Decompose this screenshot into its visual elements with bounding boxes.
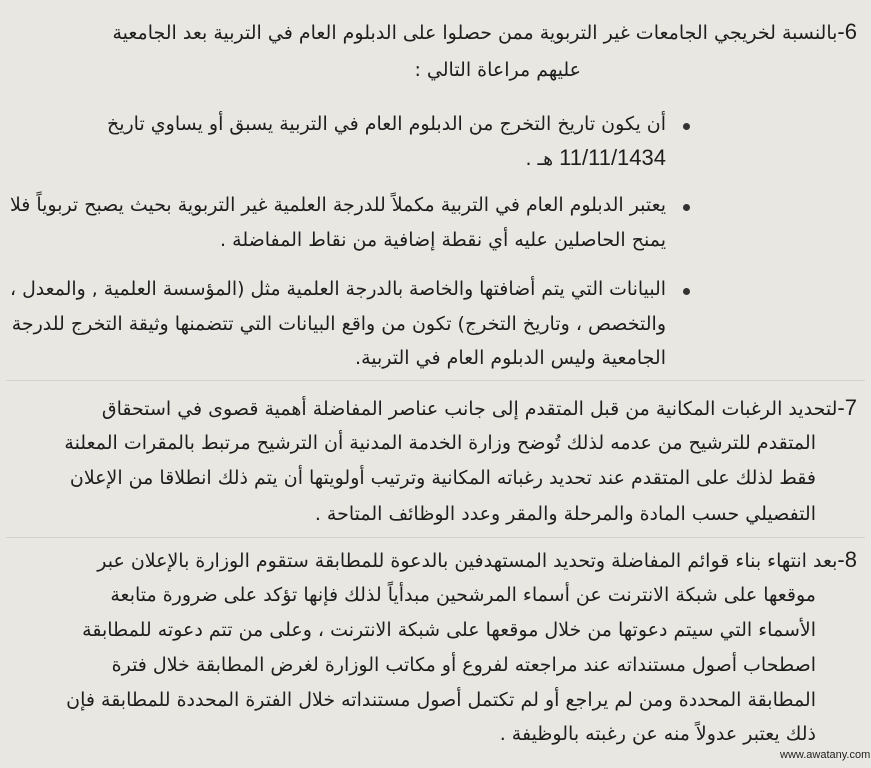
section-8 [0,540,871,750]
section-8-line-5: المطابقة المحددة ومن لم يراجع أو لم تكتمل أصول مستنداته خلال الفترة المحددة للمطابقة فإن [66,689,816,711]
section-6 [0,0,871,378]
bullet-3-line-1: البيانات التي يتم أضافتها والخاصة بالدرجة العلمية مثل (المؤسسة العلمية , والمعدل ، [9,278,666,300]
section-7-line-2: المتقدم للترشيح من عدمه لذلك تُوضح وزارة الخدمة المدنية أن الترشيح مرتبط بالمقرات المعلنة [64,432,816,454]
bullet-1-line-1: أن يكون تاريخ التخرج من الدبلوم العام في التربية يسبق أو يساوي تاريخ [106,113,666,135]
section-8-line-1: 8-بعد انتهاء بناء قوائم المفاضلة وتحديد المستهدفين بالدعوة للمطابقة ستقوم الوزارة بالإعلان عبر [97,547,857,572]
bullet-1-suffix: هـ . [525,148,560,170]
section-6-heading [112,20,857,45]
bullet-dot [683,288,690,295]
section-8-line-3: الأسماء التي سيتم دعوتها من خلال موقعها على شبكة الانترنت ، وعلى من تتم دعوته للمطابقة [82,619,816,641]
section-7-line-4: التفصيلي حسب المادة والمرحلة والمقر وعدد الوظائف المتاحة . [314,503,816,525]
bullet-2-line-2: يمنح الحاصلين عليه أي نقطة إضافية من نقاط المفاضلة . [220,229,666,251]
section-8-line-6: ذلك يعتبر عدولاً منه عن رغبته بالوظيفة . [499,723,816,745]
bullet-dot [683,204,690,211]
section-8-line-4: اصطحاب أصول مستنداته عند مراجعته لفروع أو مكاتب الوزارة لغرض المطابقة خلال فترة [111,654,816,676]
bullet-3-line-3: الجامعية وليس الدبلوم العام في التربية. [355,347,666,369]
bullet-3-line-2: والتخصص ، وتاريخ التخرج) تكون من واقع البيانات التي تتضمنها وثيقة التخرج للدرجة [11,313,666,335]
section-7-line-3: فقط لذلك على المتقدم عند تحديد رغباته المكانية وترتيب أولويتها أن يتم ذلك انطلاقا من الإعلان [69,467,816,489]
section-7 [0,382,871,536]
section-divider [6,537,865,538]
section-7-line-1: 7-لتحديد الرغبات المكانية من قبل المتقدم إلى جانب عناصر المفاضلة أهمية قصوى في استحقاق [101,395,857,420]
bullet-1-date: 11/11/1434 [559,145,666,170]
bullet-2-line-1: يعتبر الدبلوم العام في التربية مكملاً للدرجة العلمية غير التربوية بحيث يصبح تربوياً فلا [10,194,666,216]
section-8-line-2: موقعها على شبكة الانترنت عن أسماء المرشحين مبدأياً لذلك فإنها تؤكد على ضرورة متابعة [110,584,816,606]
bullet-1-line-2 [525,146,666,171]
bullet-dot [683,123,690,130]
section-6-number: 6- [837,19,857,44]
section-6-line-1: بالنسبة لخريجي الجامعات غير التربوية ممن حصلوا على الدبلوم العام في التربية بعد الجامعية [112,22,838,44]
section-6-line-2: عليهم مراعاة التالي : [414,59,581,81]
section-divider [6,380,865,381]
section-7-number: 7- [837,395,857,420]
section-8-number: 8- [837,547,857,572]
watermark-text: www.awatany.com [780,749,871,761]
